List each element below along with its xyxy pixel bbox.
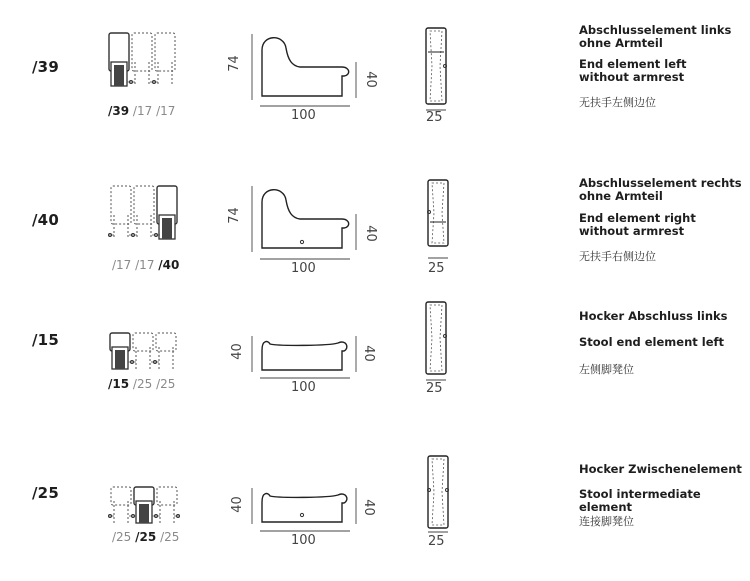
height-dimension: 74 — [226, 207, 242, 224]
model-code: /39 — [32, 58, 59, 76]
seat-height-dim-line — [352, 488, 362, 528]
top-view-drawing — [424, 26, 450, 108]
depth-dimension: 100 — [291, 108, 316, 123]
combo-item: /17 — [132, 104, 153, 118]
depth-dimension: 100 — [291, 380, 316, 395]
seat-height-dim-line — [352, 62, 362, 102]
description-en: Stool end element left — [579, 335, 725, 349]
height-dim-line — [250, 336, 260, 376]
description-de: Abschlusselement rechts ohne Armteil — [579, 176, 742, 203]
seat-height-dimension: 40 — [360, 345, 376, 362]
height-dimension: 40 — [229, 496, 245, 513]
side-profile-drawing — [258, 30, 354, 102]
depth-dimension: 100 — [291, 261, 316, 276]
height-dim-line — [250, 186, 260, 256]
side-profile-drawing — [258, 182, 354, 254]
combo-label — [112, 258, 179, 272]
combo-icon — [108, 486, 180, 528]
combo-item: /17 — [156, 104, 176, 118]
description-en: Stool intermediate element — [579, 487, 701, 514]
description-en: End element left without armrest — [579, 57, 687, 84]
side-profile-drawing — [258, 334, 354, 374]
width-dimension: 25 — [426, 381, 443, 396]
combo-item: /25 — [112, 530, 132, 544]
seat-height-dimension: 40 — [362, 71, 378, 88]
description-zh: 无扶手左侧边位 — [579, 96, 656, 109]
seat-height-dim-line — [352, 214, 362, 254]
height-dimension: 40 — [229, 343, 245, 360]
combo-label — [108, 377, 175, 391]
height-dim-line — [250, 34, 260, 104]
depth-dimension: 100 — [291, 533, 316, 548]
model-code: /40 — [32, 211, 59, 229]
side-profile-drawing — [258, 486, 354, 526]
seat-height-dimension: 40 — [360, 499, 376, 516]
combo-item: /25 — [132, 377, 153, 391]
width-dimension: 25 — [428, 261, 445, 276]
top-view-drawing — [426, 178, 452, 260]
description-de: Hocker Zwischenelement — [579, 462, 742, 476]
combo-icon — [107, 332, 179, 374]
height-dim-line — [250, 488, 260, 528]
description-zh: 左侧脚凳位 — [579, 363, 634, 376]
width-dimension: 25 — [428, 534, 445, 549]
combo-icon — [106, 32, 178, 102]
height-dimension: 74 — [226, 55, 242, 72]
description-en: End element right without armrest — [579, 211, 696, 238]
description-de: Abschlusselement links ohne Armteil — [579, 23, 732, 50]
combo-label — [112, 530, 179, 544]
width-dimension: 25 — [426, 110, 443, 125]
top-view-drawing — [424, 300, 450, 376]
model-code: /25 — [32, 484, 59, 502]
combo-item-bold: /15 — [108, 377, 130, 391]
combo-item-bold: /40 — [158, 258, 180, 272]
combo-item-bold: /25 — [135, 530, 157, 544]
seat-height-dimension: 40 — [362, 225, 378, 242]
combo-item: /17 — [112, 258, 132, 272]
description-zh: 连接脚凳位 — [579, 515, 634, 528]
model-code: /15 — [32, 331, 59, 349]
seat-height-dim-line — [352, 336, 362, 376]
top-view-drawing — [426, 454, 452, 530]
width-dim-line — [426, 256, 452, 260]
combo-label — [108, 104, 175, 118]
combo-item: /25 — [160, 530, 180, 544]
description-zh: 无扶手右侧边位 — [579, 250, 656, 263]
combo-item-bold: /39 — [108, 104, 130, 118]
combo-item: /25 — [156, 377, 176, 391]
combo-icon — [108, 185, 180, 255]
description-de: Hocker Abschluss links — [579, 309, 728, 323]
combo-item: /17 — [135, 258, 155, 272]
